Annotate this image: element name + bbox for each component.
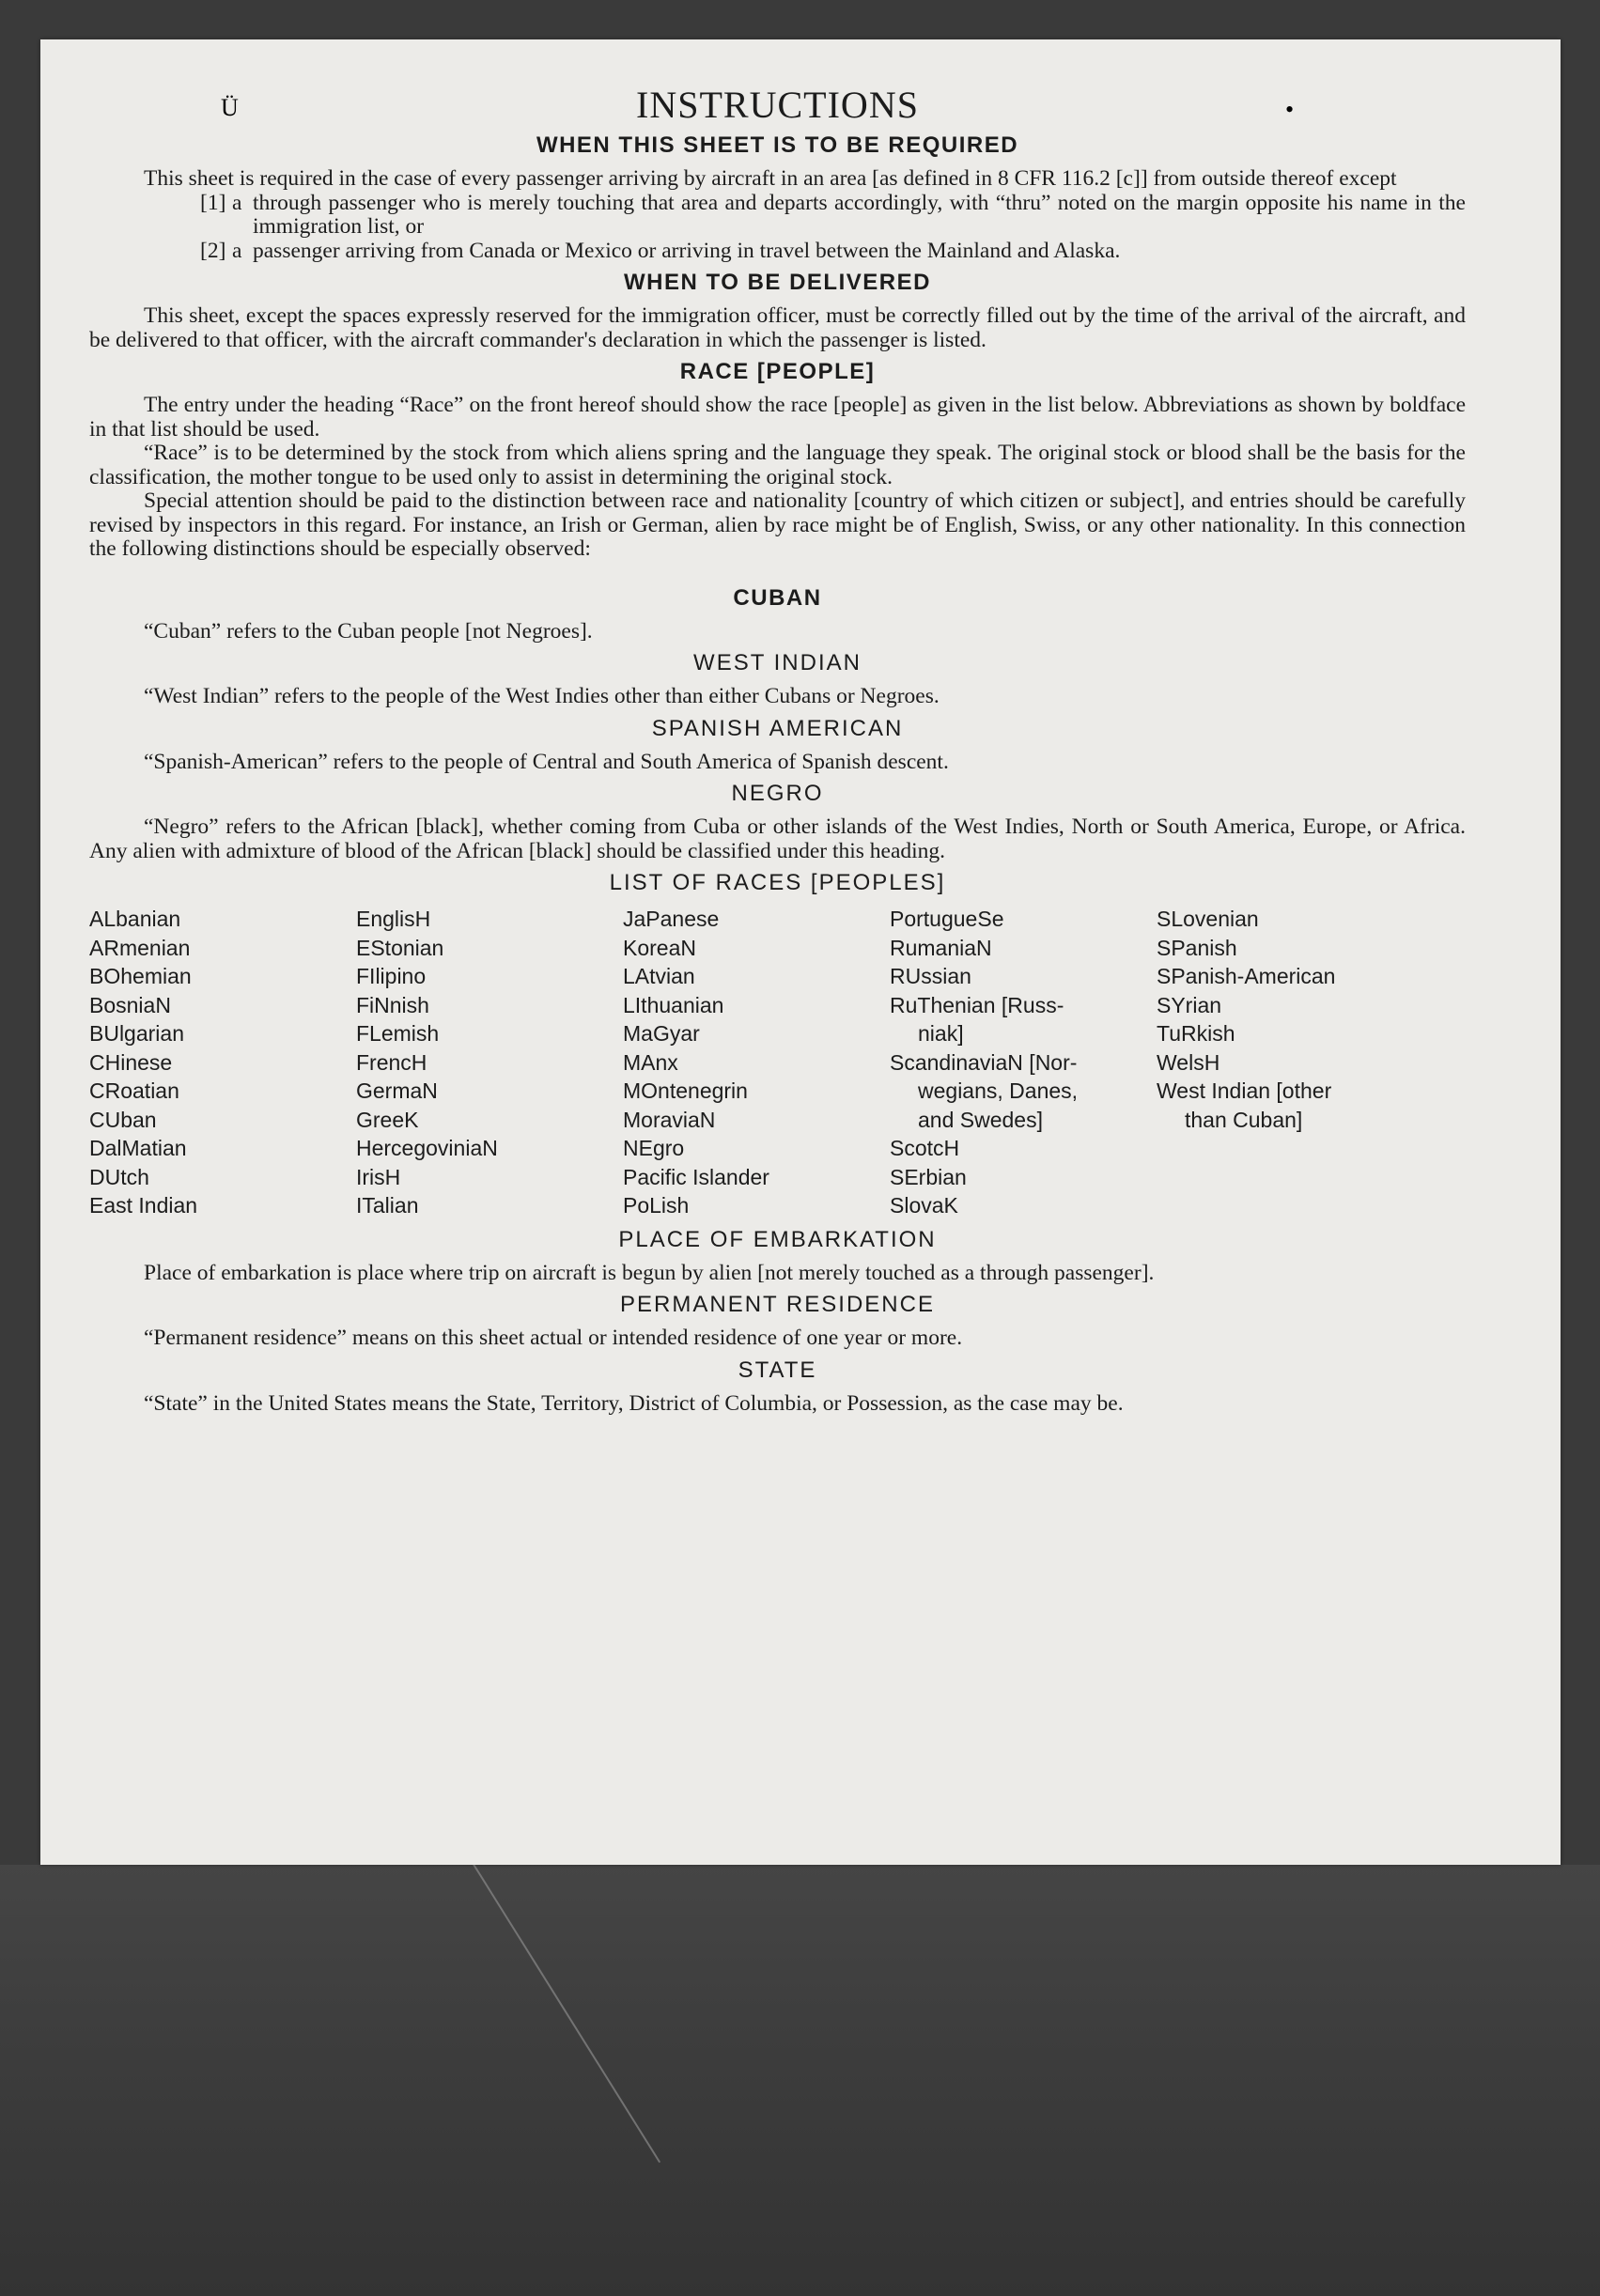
race-entry: MoraviaN [623,1107,716,1132]
race-entry: ALbanian [89,907,181,931]
race-entry: LIthuanian [623,992,724,1017]
race-entry: EnglisH [356,907,431,931]
race-entry: SErbian [890,1164,967,1189]
races-list [89,905,1466,1220]
heading-race: RACE [PEOPLE] [679,359,876,384]
races-column-3 [623,905,890,1220]
race-entry: MOntenegrin [623,1078,748,1103]
race-entry: ScotcH [890,1136,960,1160]
para-race-1: The entry under the heading “Race” on the front hereof should show the race [people] as given in the list below. Abbreviations as shown by boldface in that list should be used. [89,393,1466,442]
race-entry: NEgro [623,1136,685,1160]
race-entry: West Indian [other [1157,1078,1332,1103]
race-entry: BOhemian [89,964,192,988]
races-column-1 [89,905,356,1220]
race-entry: MaGyar [623,1021,700,1046]
races-column-5 [1157,905,1423,1220]
race-entry: HercegoviniaN [356,1136,498,1160]
para-state: “State” in the United States means the State, Territory, District of Columbia, or Possession, as the case may be. [144,1390,1124,1416]
race-entry: niak] [918,1021,964,1046]
race-entry: LAtvian [623,964,695,988]
heading-spanish-american: SPANISH AMERICAN [651,715,904,741]
race-entry: RuThenian [Russ- [890,992,1064,1017]
race-entry: ITalian [356,1193,419,1218]
race-entry: MAnx [623,1049,678,1075]
para-spanish-american: “Spanish-American” refers to the people of Central and South America of Spanish descent. [144,749,949,774]
race-entry: BUlgarian [89,1021,184,1046]
race-entry: DUtch [89,1164,149,1189]
race-entry: CHinese [89,1049,173,1075]
race-entry: FrencH [356,1049,427,1075]
heading-residence: PERMANENT RESIDENCE [620,1292,935,1317]
race-entry: SPanish [1157,935,1237,960]
para-residence: “Permanent residence” means on this sheet actual or intended residence of one year or more. [144,1326,963,1350]
para-race-3: Special attention should be paid to the distinction between race and nationality [country of which citizen or subject], and entries should be carefully revised by inspectors in this regard. For instance, an Irish or German, alien by race might be of English, Swiss, or any other nationality. In this connection the following distinctions should be especially observed: [89,489,1466,561]
race-entry: KoreaN [623,935,696,960]
heading-cuban: CUBAN [733,584,822,611]
heading-delivered: WHEN TO BE DELIVERED [624,270,931,295]
race-entry: wegians, Danes, [918,1078,1079,1103]
margin-mark-right: • [1285,96,1295,123]
race-entry: SlovaK [890,1193,958,1218]
race-entry: Pacific Islander [623,1164,769,1189]
race-entry: RumaniaN [890,935,992,960]
heading-west-indian: WEST INDIAN [693,650,862,675]
race-entry: WelsH [1157,1049,1220,1075]
document-content [89,85,1466,1416]
race-entry: CUban [89,1107,157,1132]
race-entry: TuRkish [1157,1021,1235,1046]
item-prefix: a [232,190,242,215]
heading-negro: NEGRO [731,781,824,806]
race-entry: East Indian [89,1193,198,1218]
race-entry: BosniaN [89,992,171,1017]
race-entry: ScandinaviaN [Nor- [890,1049,1078,1075]
heading-state: STATE [738,1357,817,1383]
race-entry: DalMatian [89,1136,187,1160]
item-number: [2] [200,238,226,263]
heading-embarkation: PLACE OF EMBARKATION [618,1226,937,1252]
para-required: This sheet is required in the case of every passenger arriving by aircraft in an area [as defined in 8 CFR 116.2 [c]] from outside thereof except [144,166,1397,191]
race-entry: FiNnish [356,992,429,1017]
para-cuban: “Cuban” refers to the Cuban people [not Negroes]. [144,618,593,644]
race-entry: PortugueSe [890,907,1004,931]
para-negro: “Negro” refers to the African [black], whether coming from Cuba or other islands of the West Indies, North or South America, Europe, or Africa. Any alien with admixture of blood of the African [black] should be classified under this heading. [89,814,1466,863]
race-entry: RUssian [890,964,971,988]
race-entry: ARmenian [89,935,191,960]
scan-background [0,1865,1600,2296]
para-west-indian: “West Indian” refers to the people of the West Indies other than either Cubans or Negroes. [144,684,940,708]
races-column-4 [890,905,1157,1220]
item-text: passenger arriving from Canada or Mexico or arriving in travel between the Mainland and Alaska. [253,238,1121,263]
item-text: through passenger who is merely touching that area and departs accordingly, with “thru” noted on the margin opposite his name in the immigration list, or [253,190,1466,239]
item-prefix: a [232,238,242,263]
para-race-2: “Race” is to be determined by the stock from which aliens spring and the language they speak. The original stock or blood shall be the basis for the classification, the mother tongue to be used only to assist in determining the original stock. [89,441,1466,489]
race-entry: EStonian [356,935,444,960]
race-entry: FLemish [356,1021,440,1046]
race-entry: SLovenian [1157,907,1259,931]
heading-required: WHEN THIS SHEET IS TO BE REQUIRED [536,132,1019,158]
item-number: [1] [200,190,226,215]
margin-mark-left: Ü [221,94,239,121]
para-embarkation: Place of embarkation is place where trip on aircraft is begun by alien [not merely touched as a through passenger]. [144,1260,1155,1285]
race-entry: CRoatian [89,1078,179,1103]
race-entry: than Cuban] [1185,1107,1303,1132]
race-entry: SYrian [1157,992,1222,1017]
page-title: INSTRUCTIONS [636,84,919,126]
race-entry: and Swedes] [918,1107,1043,1132]
race-entry: GermaN [356,1078,438,1103]
races-column-2 [356,905,623,1220]
race-entry: PoLish [623,1193,690,1218]
list-item [89,192,1466,240]
race-entry: GreeK [356,1107,419,1132]
race-entry: JaPanese [623,907,720,931]
heading-list-of-races: LIST OF RACES [PEOPLES] [609,870,946,895]
race-entry: SPanish-American [1157,964,1336,988]
list-item [89,240,1466,264]
para-delivered: This sheet, except the spaces expressly reserved for the immigration officer, must be correctly filled out by the time of the arrival of the aircraft, and be delivered to that officer, with the aircraft commander's declaration in which the passenger is listed. [89,303,1466,352]
race-entry: FIlipino [356,964,427,988]
race-entry: IrisH [356,1164,401,1189]
